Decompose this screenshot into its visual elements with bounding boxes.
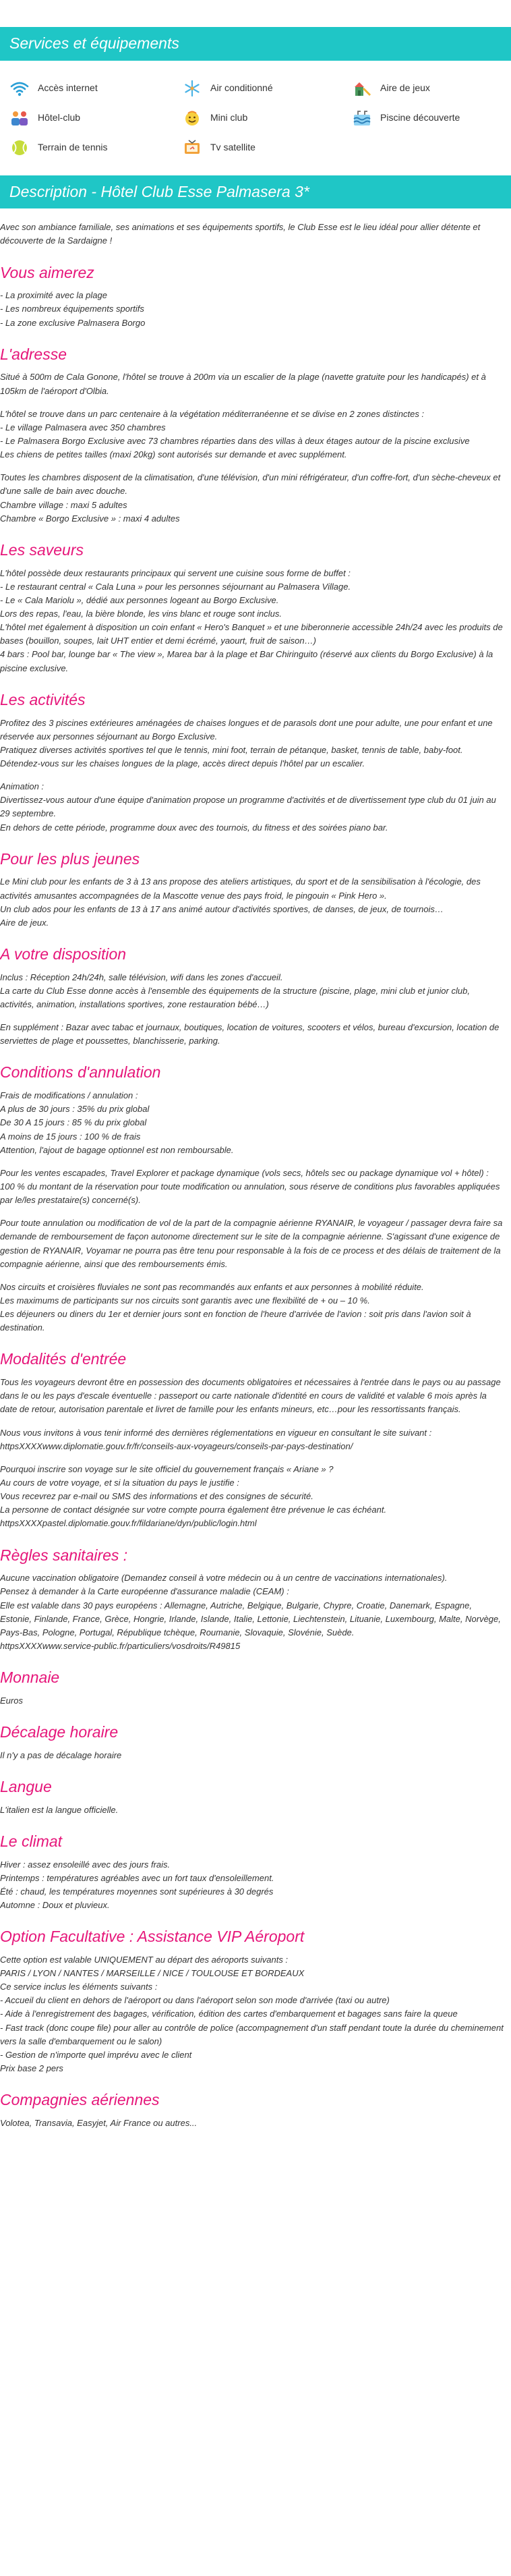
- amenity-air-conditioning: [182, 80, 352, 97]
- section-heading: Les activités: [0, 690, 86, 708]
- hotel-club-icon: [9, 109, 30, 127]
- section-heading: Monnaie: [0, 1669, 60, 1687]
- section: [0, 345, 504, 526]
- section: [0, 1723, 504, 1762]
- amenity-tv: [182, 139, 352, 157]
- amenity-playground: [352, 80, 507, 97]
- description-content: [0, 221, 511, 2130]
- tv-icon: [182, 139, 202, 157]
- section-paragraph: Euros: [0, 1695, 23, 1706]
- section-heading: Vous aimerez: [0, 263, 94, 281]
- amenity-tennis: [9, 139, 182, 157]
- section-paragraph: L'hôtel possède deux restaurants principaux qui servent une cuisine sous forme de buffet : - Le restaurant central « Cala Luna » pour les personnes séjournant au Palmasera Village. - Le « Cala Mariolu », dédié aux personnes logeant au Borgo Exclusive. Lors des repas, l'eau, la bière blonde, les vins blanc et rouge sont inclus. L'hôtel met également à disposition un coin enfant « Hero's Banquet » et une biberonnerie accessible 24h/24 avec les produits de bases (bouillon, soupes, lait UHT entier et demi écrémé, yaourt, fruit de saison…) 4 bars : Pool bar, lounge bar « The view », Marea bar à la plage et Bar Chiringuito (réservé aux clients du Borgo Exclusive) à la piscine exclusive.: [0, 567, 503, 673]
- section-heading: Règles sanitaires :: [0, 1546, 128, 1564]
- section-paragraph: En supplément : Bazar avec tabac et journaux, boutiques, location de voitures, scooters et vélos, bureau d'excursion, location de serviettes de plage et poussettes, blanchisserie, parking.: [0, 1022, 500, 1046]
- amenity-label: Terrain de tennis: [38, 141, 108, 152]
- section-paragraph: Nos circuits et croisières fluviales ne sont pas recommandés aux enfants et aux personnes à mobilité réduite. Les maximums de participants sur nos circuits sont garantis avec une flexibilité de + ou – 10 %. Les déjeuners ou diners du 1er et dernier jours sont en fonction de l'heure d'arrivée de l'avion : soit pris dans l'avion soit à destination.: [0, 1281, 471, 1333]
- section: [0, 1777, 504, 1817]
- section: [0, 1349, 504, 1530]
- amenity-label: Hôtel-club: [38, 111, 81, 123]
- wifi-icon: [9, 80, 30, 97]
- section-paragraph: Toutes les chambres disposent de la climatisation, d'une télévision, d'un mini réfrigérateur, d'un coffre-fort, d'un sèche-cheveux et d'une salle de bain avec douche. Chambre village : maxi 5 adultes Chambre « Borgo Exclusive » : maxi 4 adultes: [0, 472, 501, 524]
- amenity-pool: [352, 109, 507, 127]
- section-heading: L'adresse: [0, 345, 67, 363]
- section-paragraph: Pour toute annulation ou modification de vol de la part de la compagnie aérienne RYANAIR, le voyageur / passager devra faire sa demande de remboursement de façon autonome directement sur le site de la compagnie aérienne. S'agissant d'une exigence de gestion de RYANAIR, Voyamar ne pourra pas être tenu pour responsable à la fois de ce process et des délais de traitement de la compagnie aérienne, ainsi que des remboursements émis.: [0, 1218, 503, 1269]
- section-paragraph: Cette option est valable UNIQUEMENT au départ des aéroports suivants : PARIS / LYON / NANTES / MARSEILLE / NICE / TOULOUSE ET BORDEAUX Ce service inclus les éléments suivants : - Accueil du client en dehors de l'aéroport ou dans l'aéroport selon son mode d'arrivée (taxi ou autre) - Aide à l'enregistrement des bagages, vérification, édition des cartes d'embarquement et bagages sans faire la queue - Fast track (donc coupe file) pour aller au contrôle de police (accompagnement d'un staff pendant toute la durée du cheminement vers la salle d'embarquement ou le salon) - Gestion de n'importe quel imprévu avec le client Prix base 2 pers: [0, 1954, 504, 2074]
- section-paragraph: Inclus : Réception 24h/24h, salle télévision, wifi dans les zones d'accueil. La carte du Club Esse donne accès à l'ensemble des équipements de la structure (piscine, plage, mini club et junior club, activités, animation, installations sportives, zone restauration bébé…): [0, 972, 470, 1009]
- description-title: Description - Hôtel Club Esse Palmasera 3*: [0, 175, 511, 209]
- section-heading: Le climat: [0, 1832, 63, 1850]
- section-paragraph: Tous les voyageurs devront être en possession des documents obligatoires et nécessaires à l'entrée dans le pays ou au passage dans le ou les pays d'escale éventuelle : passeport ou carte nationale d'identité en cours de validité et valable 6 mois après la date de retour, autorisation parentale et livret de famille pour les enfants mineurs, etc…pour les ressortissants français.: [0, 1377, 501, 1415]
- section: [0, 945, 504, 1048]
- amenity-mini-club: [182, 109, 352, 127]
- section-paragraph: L'italien est la langue officielle.: [0, 1804, 119, 1815]
- section: [0, 263, 504, 330]
- section-paragraph: Pour les ventes escapades, Travel Explorer et package dynamique (vols secs, hôtels sec ou package dynamique vol + hôtel) : 100 % du montant de la réservation pour toute modification ou annulation, sous réserve de conditions plus favorables appliquées par le/les prestataire(s) concerné(s).: [0, 1167, 500, 1206]
- section-heading: Option Facultative : Assistance VIP Aéroport: [0, 1928, 305, 1946]
- pool-icon: [352, 109, 372, 127]
- section-paragraph: Volotea, Transavia, Easyjet, Air France ou autres...: [0, 2117, 198, 2128]
- section: [0, 1546, 504, 1654]
- section-heading: Langue: [0, 1777, 52, 1795]
- section-heading: A votre disposition: [0, 945, 127, 963]
- intro-paragraph: Avec son ambiance familiale, ses animations et ses équipements sportifs, le Club Esse est le lieu idéal pour allier détente et découverte de la Sardaigne !: [0, 222, 481, 246]
- sections-list: [0, 263, 504, 2130]
- section-heading: Décalage horaire: [0, 1723, 119, 1741]
- section-heading: Les saveurs: [0, 540, 84, 559]
- section-heading: Modalités d'entrée: [0, 1350, 127, 1368]
- amenity-hotel-club: [9, 109, 182, 127]
- section-paragraph: Animation : Divertissez-vous autour d'une équipe d'animation propose un programme d'activités et de divertissement type club du 01 juin au 29 septembre. En dehors de cette période, programme doux avec des tournois, du fitness et des soirées piano bar.: [0, 781, 496, 833]
- services-title: Services et équipements: [0, 27, 511, 61]
- mini-club-icon: [182, 109, 202, 127]
- section-paragraph: Hiver : assez ensoleillé avec des jours frais. Printemps : températures agréables avec un fort taux d'ensoleillement. Été : chaud, les températures moyennes sont supérieures à 30 degrés Automne : Doux et pluvieux.: [0, 1859, 274, 1910]
- section-heading: Conditions d'annulation: [0, 1063, 161, 1082]
- section-paragraph: Profitez des 3 piscines extérieures aménagées de chaises longues et de parasols dont une pour adulte, une pour enfant et une réservée aux personnes séjournant au Borgo Exclusive. Pratiquez diverses activités sportives tel que le tennis, mini foot, terrain de pétanque, basket, tennis de table, baby-foot. Détendez-vous sur les chaises longues de la plage, accès direct depuis l'hôtel par un escalier.: [0, 717, 493, 768]
- section: [0, 2090, 504, 2130]
- section-paragraph: L'hôtel se trouve dans un parc centenaire à la végétation méditerranéenne et se divise en 2 zones distinctes : - Le village Palmasera avec 350 chambres - Le Palmasera Borgo Exclusive avec 73 chambres réparties dans des villas à deux étages autour de la piscine exclusive Les chiens de petites tailles (maxi 20kg) sont autorisés sur demande et avec supplément.: [0, 408, 470, 460]
- section: [0, 1668, 504, 1708]
- playground-icon: [352, 80, 372, 97]
- section-paragraph: Situé à 500m de Cala Gonone, l'hôtel se trouve à 200m via un escalier de la plage (navette gratuite pour les handicapés) et à 105km de l'aéroport d'Olbia.: [0, 372, 486, 396]
- section: [0, 540, 504, 675]
- section-heading: Pour les plus jeunes: [0, 849, 140, 868]
- section-paragraph: Le Mini club pour les enfants de 3 à 13 ans propose des ateliers artistiques, du sport et de la sensibilisation à l'écologie, des activités amusantes accompagnées de la Mascotte venue des pays froid, le pingouin « Pink Hero ». Un club ados pour les enfants de 13 à 17 ans animé autour d'activités sportives, de danses, de jeux, de tournois… Aire de jeux.: [0, 876, 481, 928]
- section-paragraph: Aucune vaccination obligatoire (Demandez conseil à votre médecin ou à un centre de vaccinations internationales). Pensez à demander à la Carte européenne d'assurance maladie (CEAM) : Elle est valable dans 30 pays européens : Allemagne, Autriche, Belgique, Bulgarie, Chypre, Croatie, Danemark, Espagne, Estonie, Finlande, France, Grèce, Hongrie, Irlande, Islande, Italie, Lettonie, Liechtenstein, Lituanie, Luxembourg, Malte, Norvège, Pays-Bas, Pologne, Portugal, République tchèque, Roumanie, Slovaquie, Slovénie, Suède. httpsXXXXwww.service-public.fr/particuliers/vosdroits/R49815: [0, 1573, 501, 1652]
- amenity-label: Mini club: [210, 111, 248, 123]
- amenities-grid: [0, 73, 511, 175]
- amenity-label: Aire de jeux: [380, 82, 430, 93]
- amenity-label: Air conditionné: [210, 82, 273, 93]
- section-paragraph: Il n'y a pas de décalage horaire: [0, 1749, 122, 1760]
- section: [0, 1063, 504, 1335]
- section: [0, 1832, 504, 1912]
- section: [0, 849, 504, 930]
- tennis-icon: [9, 139, 30, 157]
- section-paragraph: Frais de modifications / annulation : A plus de 30 jours : 35% du prix global De 30 A 15 jours : 85 % du prix global A moins de 15 jours : 100 % de frais Attention, l'ajout de bagage optionnel est non remboursable.: [0, 1090, 234, 1155]
- section: [0, 1927, 504, 2075]
- amenity-label: Accès internet: [38, 82, 98, 93]
- snowflake-icon: [182, 80, 202, 97]
- amenity-label: Piscine découverte: [380, 111, 460, 123]
- section: [0, 690, 504, 835]
- amenity-internet: [9, 80, 182, 97]
- section-paragraph: Nous vous invitons à vous tenir informé des dernières réglementations en vigueur en consultant le site suivant : httpsXXXXwww.diplomatie.gouv.fr/fr/conseils-aux-voyageurs/conseils-par-pays-destination/: [0, 1427, 432, 1451]
- section-paragraph: - La proximité avec la plage - Les nombreux équipements sportifs - La zone exclusive Palmasera Borgo: [0, 290, 146, 328]
- section-paragraph: Pourquoi inscrire son voyage sur le site officiel du gouvernement français « Ariane » ? Au cours de votre voyage, et si la situation du pays le justifie : Vous recevrez par e-mail ou SMS des informations et des consignes de sécurité. La personne de contact désignée sur votre compte pourra également être prévenue le cas échéant. httpsXXXXpastel.diplomatie.gouv.fr/fildariane/dyn/public/login.html: [0, 1463, 387, 1529]
- amenity-label: Tv satellite: [210, 141, 256, 152]
- section-heading: Compagnies aériennes: [0, 2091, 160, 2109]
